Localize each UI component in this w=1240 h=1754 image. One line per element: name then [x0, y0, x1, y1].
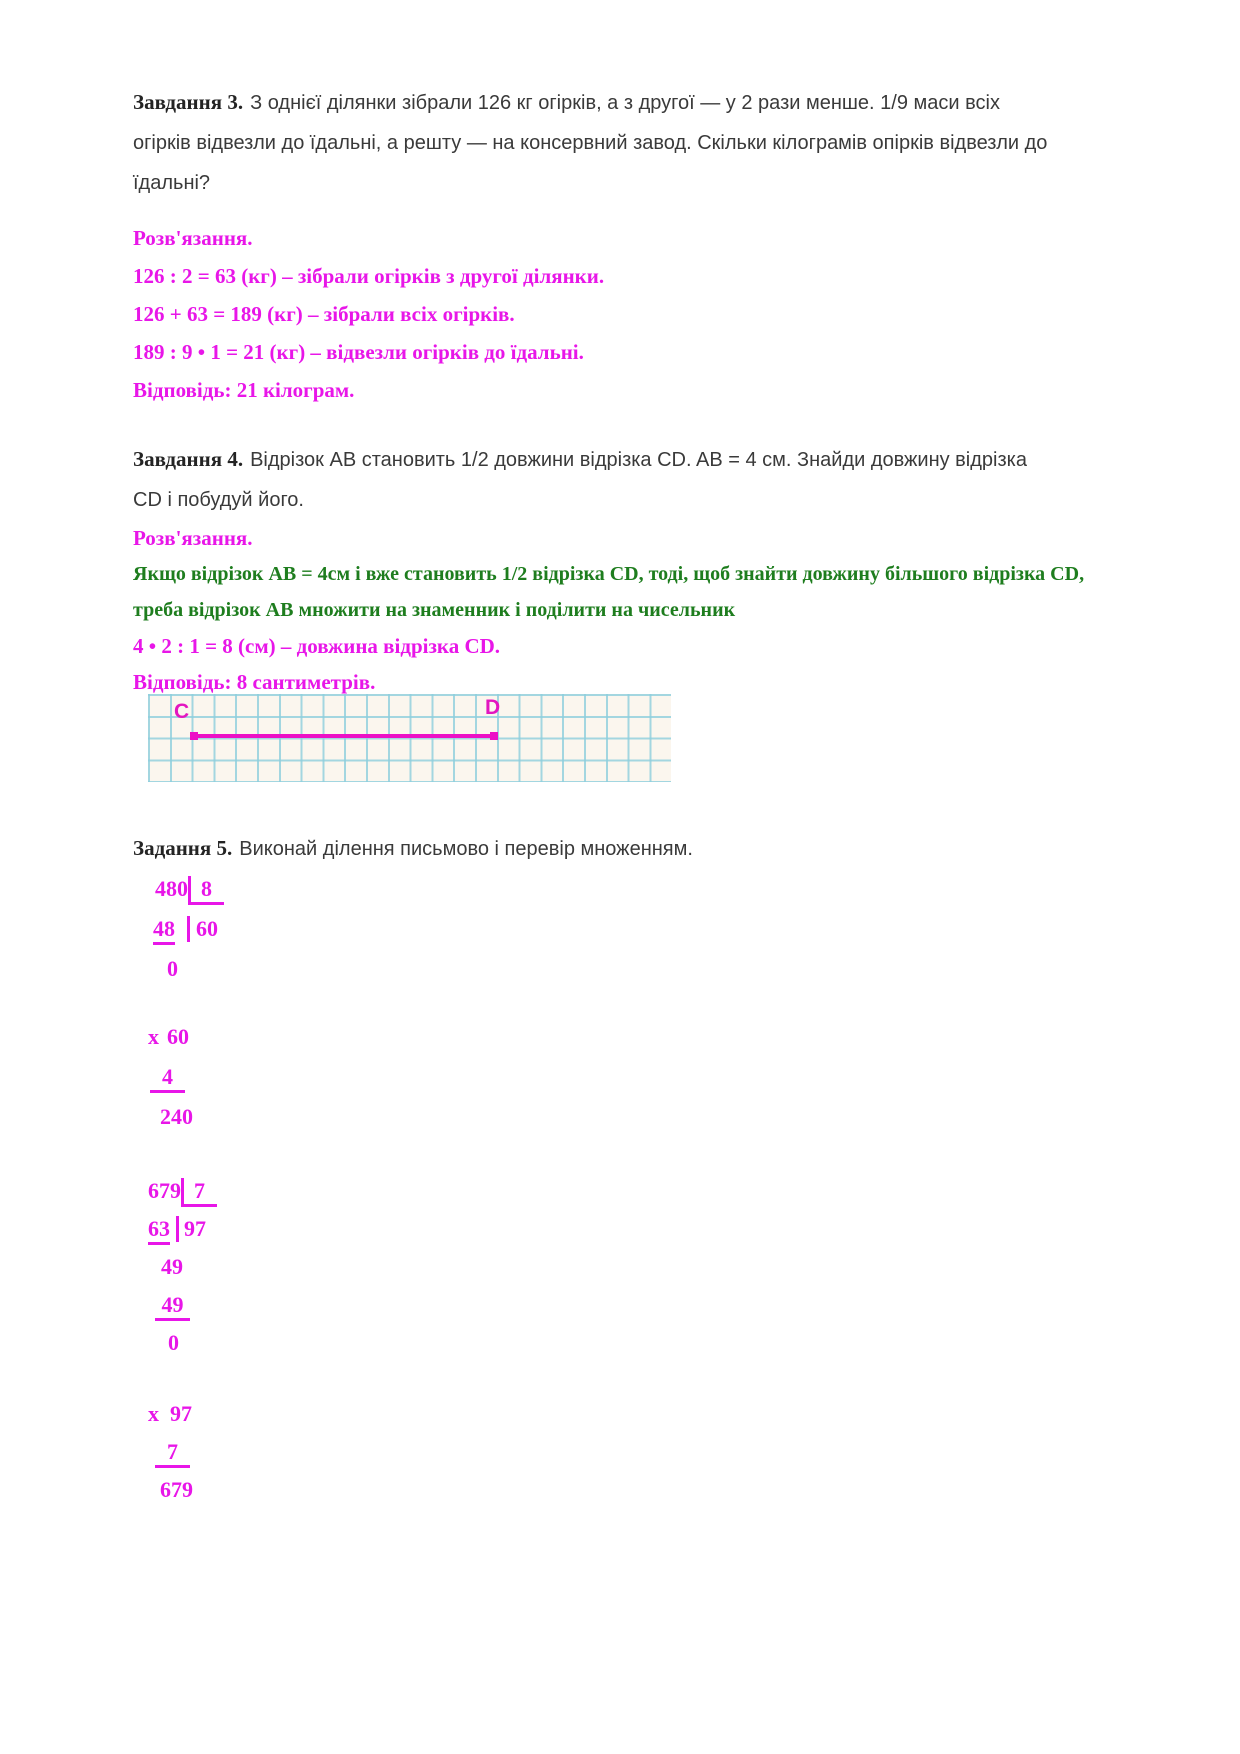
- task3-step-2: 126 + 63 = 189 (кг) – зібрали всіх огірків.: [133, 302, 515, 326]
- task4-label: Завдання 4.: [133, 447, 244, 471]
- product-240: 240: [160, 1104, 193, 1129]
- quotient-60: 60: [187, 916, 218, 942]
- task4-explanation-line1: Якщо відрізок AB = 4см і вже становить 1/2 відрізка CD, тоді, щоб знайти довжину більшого відрізка CD,: [133, 563, 1085, 585]
- task3-text-line1: З однієї ділянки зібрали 126 кг огірків, а з другої — у 2 рази менше. 1/9 маси всіх: [250, 92, 1000, 114]
- dividend-679: 679: [148, 1178, 181, 1203]
- graph-paper: [148, 694, 671, 782]
- task5-title: [133, 828, 1180, 869]
- divisor-7: 7: [181, 1178, 217, 1207]
- point-label-c: C: [174, 700, 190, 723]
- point-label-d: D: [485, 696, 501, 719]
- task3-answer: Відповідь: 21 кілограм.: [133, 378, 355, 402]
- dividend-480: 480: [155, 876, 188, 901]
- task4-solution: [133, 520, 1180, 700]
- task5-title-text: Виконай ділення письмово і перевір множенням.: [239, 838, 693, 860]
- task3-step-3: 189 : 9 • 1 = 21 (кг) – відвезли огірків до їдальні.: [133, 340, 584, 364]
- segment-endpoint-d: [490, 732, 498, 740]
- subtrahend-48: 48: [153, 916, 175, 945]
- task4-explanation-line2: треба відрізок AB множити на знаменник і поділити на чисельник: [133, 599, 736, 621]
- multiply-sign: x: [148, 1024, 159, 1049]
- check-97x7: [148, 1395, 1180, 1509]
- subtrahend-63: 63: [148, 1216, 170, 1245]
- segment-endpoint-c: [190, 732, 198, 740]
- task3-label: Завдання 3.: [133, 90, 244, 114]
- task3-solution-label: Розв'язання.: [133, 226, 253, 250]
- subtrahend-49: 49: [155, 1292, 190, 1321]
- quotient-97: 97: [176, 1216, 206, 1242]
- task4-equation: 4 • 2 : 1 = 8 (см) – довжина відрізка CD.: [133, 634, 501, 658]
- multiplicand-60: 60: [167, 1024, 189, 1049]
- task5-work: [148, 869, 1180, 1509]
- task3-solution: [133, 219, 1180, 409]
- division-679-7: [148, 1172, 1180, 1362]
- remainder-0: 0: [167, 956, 178, 981]
- task3-paragraph: [133, 82, 1180, 203]
- division-480-8: [148, 869, 1180, 989]
- divisor-8: 8: [188, 876, 224, 905]
- multiplier-7: 7: [155, 1439, 190, 1468]
- product-679: 679: [160, 1477, 193, 1502]
- multiplicand-97: 97: [170, 1401, 192, 1426]
- task5-label: Задання 5.: [133, 836, 233, 860]
- task4-solution-label: Розв'язання.: [133, 526, 253, 550]
- multiplier-4: 4: [150, 1064, 185, 1093]
- task3-step-1: 126 : 2 = 63 (кг) – зібрали огірків з другої ділянки.: [133, 264, 605, 288]
- task3-text-line3: їдальні?: [133, 172, 211, 194]
- task4-text-line2: CD і побудуй його.: [133, 489, 304, 511]
- segment-cd: [192, 734, 496, 738]
- task4-paragraph: [133, 439, 1180, 520]
- check-60x4: [148, 1017, 1180, 1137]
- task3-text-line2: огірків відвезли до їдальні, а решту — на консервний завод. Скільки кілограмів опірків відвезли до: [133, 132, 1048, 154]
- remainder-0b: 0: [168, 1330, 179, 1355]
- task4-answer: Відповідь: 8 сантиметрів.: [133, 670, 376, 694]
- task4-text-line1: Відрізок AB становить 1/2 довжини відрізка CD. AB = 4 см. Знайди довжину відрізка: [250, 449, 1027, 471]
- multiply-sign-2: x: [148, 1401, 159, 1426]
- bring-down-49: 49: [161, 1254, 183, 1279]
